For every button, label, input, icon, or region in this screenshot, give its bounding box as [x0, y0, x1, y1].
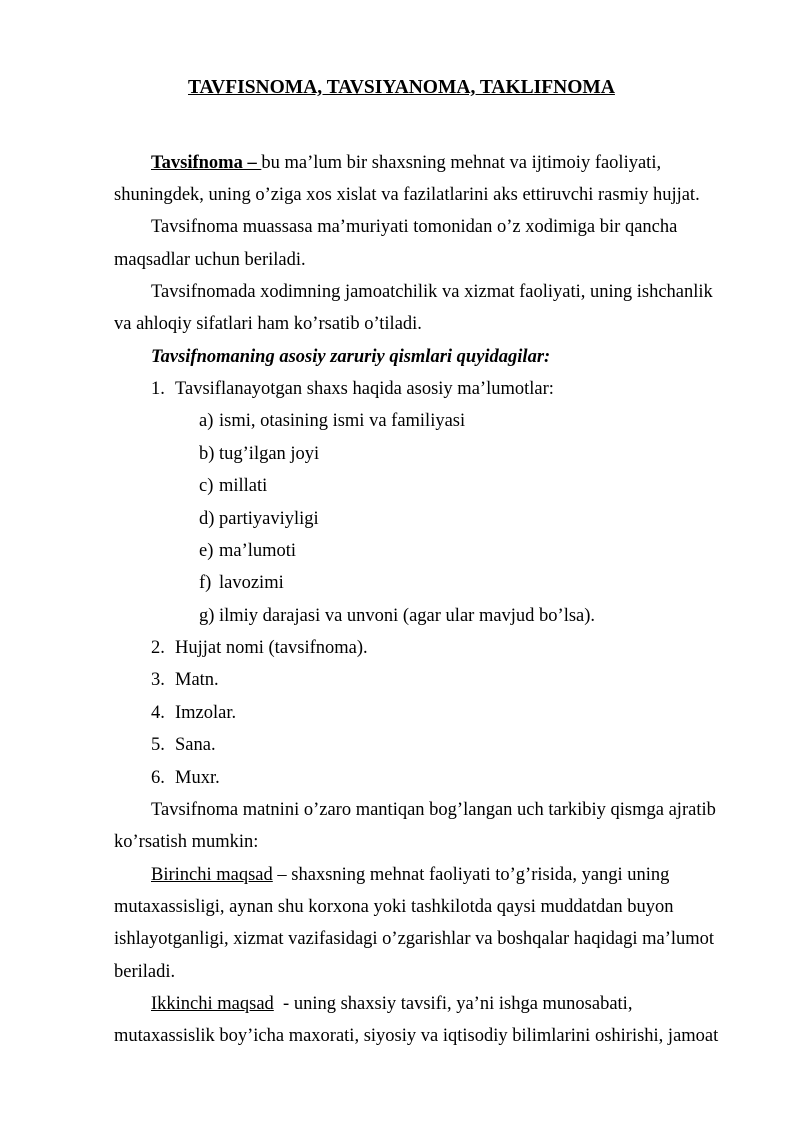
sublist-item — [199, 540, 296, 562]
sublist-letter: a) — [199, 411, 214, 431]
sublist-text: tug’ilgan joyi — [219, 444, 320, 464]
paragraph-3-line-2: va ahloqiy sifatlari ham ko’rsatib o’tiladi. — [114, 314, 422, 334]
list-text: Imzolar. — [175, 703, 237, 723]
first-goal-text: – shaxsning mehnat faoliyati to’g’risida, yangi uning — [272, 865, 670, 885]
sublist-letter: g) — [199, 606, 215, 626]
list-number: 5. — [151, 735, 165, 755]
sublist-text: millati — [219, 476, 268, 496]
list-item — [151, 669, 219, 691]
sublist-text: partiyaviyligi — [219, 509, 319, 529]
sublist-item — [199, 572, 284, 594]
paragraph-4-line-2: ko’rsatish mumkin: — [114, 832, 259, 852]
sublist-item — [199, 508, 319, 530]
sublist-text: ilmiy darajasi va unvoni (agar ular mavjud bo’lsa). — [219, 606, 596, 626]
list-item — [151, 637, 368, 659]
list-number: 4. — [151, 703, 165, 723]
list-item — [151, 378, 554, 400]
sublist-item — [199, 475, 267, 497]
definition-text-1: bu ma’lum bir shaxsning mehnat va ijtimoiy faoliyati, — [261, 153, 662, 173]
list-text: Sana. — [175, 735, 216, 755]
sublist-letter: f) — [199, 573, 212, 593]
list-text: Hujjat nomi (tavsifnoma). — [175, 638, 368, 658]
paragraph-2-line-1: Tavsifnoma muassasa ma’muriyati tomonidan o’z xodimiga bir qancha — [151, 217, 678, 237]
sublist-letter: b) — [199, 444, 215, 464]
list-item — [151, 734, 216, 756]
sublist-text: ismi, otasining ismi va familiyasi — [219, 411, 466, 431]
sublist-letter: c) — [199, 476, 214, 496]
first-goal-line-2: mutaxassisligi, aynan shu korxona yoki tashkilotda qaysi muddatdan buyon — [114, 897, 674, 917]
definition-line-1 — [151, 152, 661, 174]
sublist-item — [199, 605, 595, 627]
parts-heading: Tavsifnomaning asosiy zaruriy qismlari quyidagilar: — [151, 347, 551, 367]
list-item — [151, 767, 220, 789]
document-title: TAVFISNOMA, TAVSIYANOMA, TAKLIFNOMA — [188, 77, 615, 98]
sublist-letter: e) — [199, 541, 214, 561]
first-goal-line-1 — [151, 864, 669, 886]
second-goal-text: - uning shaxsiy tavsifi, ya’ni ishga munosabati, — [273, 994, 633, 1014]
second-goal-term: Ikkinchi maqsad — [151, 994, 274, 1014]
list-number: 1. — [151, 379, 165, 399]
list-number: 2. — [151, 638, 165, 658]
list-text: Tavsiflanayotgan shaxs haqida asosiy ma’lumotlar: — [175, 379, 554, 399]
first-goal-line-3: ishlayotganligi, xizmat vazifasidagi o’zgarishlar va boshqalar haqidagi ma’lumot — [114, 929, 715, 949]
paragraph-4-line-1: Tavsifnoma matnini o’zaro mantiqan bog’langan uch tarkibiy qismga ajratib — [151, 800, 716, 820]
sublist-letter: d) — [199, 509, 215, 529]
first-goal-term: Birinchi maqsad — [151, 865, 273, 885]
sublist-item — [199, 443, 319, 465]
definition-line-2: shuningdek, uning o’ziga xos xislat va fazilatlarini aks ettiruvchi rasmiy hujjat. — [114, 185, 700, 205]
second-goal-line-2: mutaxassislik boy’icha maxorati, siyosiy va iqtisodiy bilimlarini oshirishi, jamoat — [114, 1026, 719, 1046]
first-goal-line-4: beriladi. — [114, 962, 176, 982]
list-number: 3. — [151, 670, 165, 690]
list-text: Matn. — [175, 670, 219, 690]
list-text: Muxr. — [175, 768, 220, 788]
list-item — [151, 702, 236, 724]
list-number: 6. — [151, 768, 165, 788]
paragraph-2-line-2: maqsadlar uchun beriladi. — [114, 250, 306, 270]
sublist-text: ma’lumoti — [219, 541, 297, 561]
sublist-item — [199, 410, 465, 432]
paragraph-3-line-1: Tavsifnomada xodimning jamoatchilik va xizmat faoliyati, uning ishchanlik — [151, 282, 713, 302]
definition-term: Tavsifnoma – — [151, 153, 262, 173]
sublist-text: lavozimi — [219, 573, 284, 593]
second-goal-line-1 — [151, 993, 632, 1015]
